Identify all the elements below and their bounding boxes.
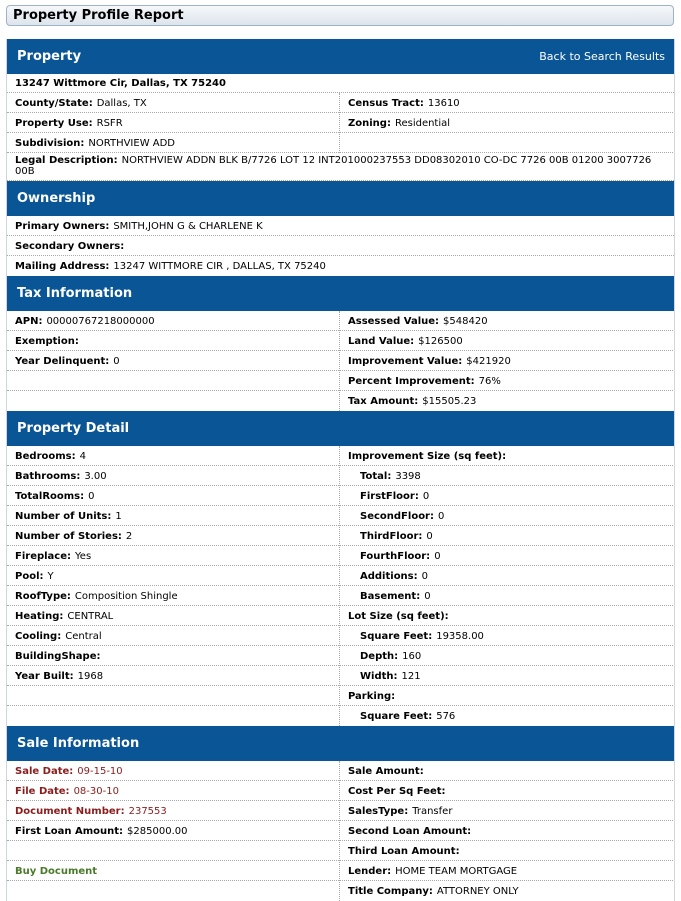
property-use-value: RSFR xyxy=(96,118,123,129)
detail-label: RoofType: xyxy=(15,591,71,602)
legal-description-row xyxy=(7,153,674,181)
zoning-value: Residential xyxy=(394,118,451,129)
tax-blank-row xyxy=(7,371,339,391)
title-company-value: ATTORNEY ONLY xyxy=(436,886,519,897)
property-address: 13247 Wittmore Cir, Dallas, TX 75240 xyxy=(15,78,226,89)
detail-label: Bedrooms: xyxy=(15,451,76,462)
detail-row-number-of-units xyxy=(7,506,339,526)
detail-row-number-of-stories xyxy=(7,526,339,546)
property-address-row xyxy=(7,74,674,93)
detail-value: CENTRAL xyxy=(67,611,114,622)
back-to-search-results-link[interactable]: Back to Search Results xyxy=(539,50,665,63)
census-tract-row xyxy=(340,93,673,113)
property-use-label: Property Use: xyxy=(15,118,93,129)
sale-date-row xyxy=(7,761,339,781)
detail-row-rooftype xyxy=(7,586,339,606)
subdivision-value: NORTHVIEW ADD xyxy=(88,138,176,149)
apn-label: APN: xyxy=(15,316,43,327)
first-loan-label: First Loan Amount: xyxy=(15,826,124,837)
mailing-address-row xyxy=(7,256,674,276)
subdivision-row xyxy=(7,133,339,153)
year-delinquent-label: Year Delinquent: xyxy=(15,356,110,367)
detail-row-totalrooms xyxy=(7,486,339,506)
detail-label: Basement: xyxy=(360,591,421,602)
assessed-value: $548420 xyxy=(443,316,488,327)
sales-type-value: Transfer xyxy=(412,806,453,817)
section-header-sale xyxy=(7,726,674,761)
year-delinquent-value: 0 xyxy=(113,356,120,367)
subdivision-label: Subdivision: xyxy=(15,138,85,149)
percent-improvement-label: Percent Improvement: xyxy=(348,376,475,387)
zoning-row xyxy=(340,113,673,133)
detail-row-total xyxy=(340,466,673,486)
detail-label: Number of Units: xyxy=(15,511,112,522)
detail-label: Number of Stories: xyxy=(15,531,122,542)
detail-row-depth xyxy=(340,646,673,666)
detail-row-basement xyxy=(340,586,673,606)
primary-owners-label: Primary Owners: xyxy=(15,221,110,232)
third-loan-row xyxy=(340,841,673,861)
file-date-row xyxy=(7,781,339,801)
lender-row xyxy=(340,861,673,881)
detail-label: Width: xyxy=(360,671,398,682)
detail-row-pool xyxy=(7,566,339,586)
detail-label: TotalRooms: xyxy=(15,491,85,502)
file-date-label: File Date: xyxy=(15,786,70,797)
document-number-row xyxy=(7,801,339,821)
apn-value: 00000767218000000 xyxy=(46,316,155,327)
detail-value: 0 xyxy=(438,511,445,522)
section-header-tax xyxy=(7,276,674,311)
detail-label: FourthFloor: xyxy=(360,551,431,562)
tax-grid xyxy=(7,311,674,411)
detail-row-bathrooms xyxy=(7,466,339,486)
detail-label: Pool: xyxy=(15,571,44,582)
sales-type-label: SalesType: xyxy=(348,806,409,817)
detail-row-bedrooms xyxy=(7,446,339,466)
detail-label: Heating: xyxy=(15,611,64,622)
sale-blank-row xyxy=(7,841,339,861)
detail-label: Additions: xyxy=(360,571,418,582)
detail-value: 0 xyxy=(434,551,441,562)
detail-value: 576 xyxy=(436,711,456,722)
section-title-sale: Sale Information xyxy=(17,736,140,751)
zoning-label: Zoning: xyxy=(348,118,391,129)
property-detail-grid xyxy=(7,446,674,726)
land-value-label: Land Value: xyxy=(348,336,415,347)
detail-value: 0 xyxy=(424,591,431,602)
detail-label: Fireplace: xyxy=(15,551,72,562)
detail-value: 3.00 xyxy=(84,471,107,482)
exemption-label: Exemption: xyxy=(15,336,79,347)
detail-value: 19358.00 xyxy=(436,631,484,642)
second-loan-row xyxy=(340,821,673,841)
detail-label: Square Feet: xyxy=(360,631,433,642)
property-grid xyxy=(7,93,674,153)
secondary-owners-row xyxy=(7,236,674,256)
detail-value: Yes xyxy=(75,551,92,562)
detail-value: 4 xyxy=(79,451,86,462)
first-loan-row xyxy=(7,821,339,841)
detail-value: 3398 xyxy=(395,471,421,482)
cost-per-sqft-row xyxy=(340,781,673,801)
legal-description-label: Legal Description: xyxy=(15,155,118,166)
detail-value: 0 xyxy=(422,491,430,502)
detail-row-square-feet xyxy=(340,706,673,726)
sale-grid xyxy=(7,761,674,901)
section-title-ownership: Ownership xyxy=(17,191,96,206)
detail-row-improvement-size-sq-feet xyxy=(340,446,673,466)
detail-label: Cooling: xyxy=(15,631,62,642)
detail-label: Year Built: xyxy=(15,671,74,682)
sale-amount-label: Sale Amount: xyxy=(348,766,424,777)
detail-row-parking xyxy=(340,686,673,706)
cost-per-sqft-label: Cost Per Sq Feet: xyxy=(348,786,446,797)
detail-value: 2 xyxy=(125,531,133,542)
detail-label: Square Feet: xyxy=(360,711,433,722)
tax-blank-row xyxy=(7,391,339,411)
detail-row-firstfloor xyxy=(340,486,673,506)
mailing-address-label: Mailing Address: xyxy=(15,261,110,272)
land-value-row xyxy=(340,331,673,351)
percent-improvement-row xyxy=(340,371,673,391)
detail-label: SecondFloor: xyxy=(360,511,434,522)
section-title-property: Property xyxy=(17,49,82,64)
assessed-value-row xyxy=(340,311,673,331)
mailing-address-value: 13247 WITTMORE CIR , DALLAS, TX 75240 xyxy=(113,261,326,272)
detail-right-column xyxy=(340,446,673,726)
document-number-value: 237553 xyxy=(128,806,167,817)
first-loan-value: $285000.00 xyxy=(127,826,188,837)
property-report xyxy=(6,39,675,901)
buy-document-link[interactable]: Buy Document xyxy=(15,866,98,877)
improvement-value-label: Improvement Value: xyxy=(348,356,463,367)
detail-value: Composition Shingle xyxy=(74,591,178,602)
detail-label: FirstFloor: xyxy=(360,491,419,502)
assessed-value-label: Assessed Value: xyxy=(348,316,440,327)
detail-row-fireplace xyxy=(7,546,339,566)
percent-improvement-value: 76% xyxy=(478,376,501,387)
property-blank-row xyxy=(340,133,673,153)
detail-blank-row xyxy=(7,686,339,706)
tax-amount-value: $15505.23 xyxy=(422,396,477,407)
detail-row-cooling xyxy=(7,626,339,646)
detail-label: Bathrooms: xyxy=(15,471,81,482)
detail-blank-row xyxy=(7,706,339,726)
detail-value: 0 xyxy=(88,491,95,502)
detail-row-thirdfloor xyxy=(340,526,673,546)
detail-label: Lot Size (sq feet): xyxy=(348,611,449,622)
report-title-bar xyxy=(6,5,674,26)
exemption-row xyxy=(7,331,339,351)
detail-row-buildingshape xyxy=(7,646,339,666)
detail-label: Parking: xyxy=(348,691,396,702)
county-state-label: County/State: xyxy=(15,98,93,109)
detail-row-year-built xyxy=(7,666,339,686)
third-loan-label: Third Loan Amount: xyxy=(348,846,460,857)
detail-row-additions xyxy=(340,566,673,586)
improvement-value-row xyxy=(340,351,673,371)
secondary-owners-label: Secondary Owners: xyxy=(15,241,125,252)
section-title-property-detail: Property Detail xyxy=(17,421,130,436)
county-state-row xyxy=(7,93,339,113)
sale-amount-row xyxy=(340,761,673,781)
section-header-property xyxy=(7,39,674,74)
county-state-value: Dallas, TX xyxy=(96,98,147,109)
file-date-value: 08-30-10 xyxy=(73,786,119,797)
title-company-row xyxy=(340,881,673,901)
detail-row-secondfloor xyxy=(340,506,673,526)
sale-blank-row xyxy=(7,881,339,901)
detail-value: 0 xyxy=(421,571,429,582)
buy-document-row xyxy=(7,861,339,881)
detail-row-lot-size-sq-feet xyxy=(340,606,673,626)
detail-value: Central xyxy=(65,631,102,642)
detail-value: 1968 xyxy=(77,671,104,682)
detail-value: Y xyxy=(47,571,54,582)
detail-row-square-feet xyxy=(340,626,673,646)
legal-description-value: NORTHVIEW ADDN BLK B/7726 LOT 12 INT201000237553 DD08302010 CO-DC 7726 00B 01200 3007726 00B xyxy=(15,155,652,177)
section-title-tax: Tax Information xyxy=(17,286,133,301)
tax-amount-row xyxy=(340,391,673,411)
detail-value: 160 xyxy=(402,651,422,662)
section-header-ownership xyxy=(7,181,674,216)
primary-owners-value: SMITH,JOHN G & CHARLENE K xyxy=(113,221,263,232)
detail-left-column xyxy=(7,446,340,726)
page-title: Property Profile Report xyxy=(13,8,184,23)
census-tract-value: 13610 xyxy=(427,98,460,109)
improvement-value: $421920 xyxy=(466,356,511,367)
section-header-property-detail xyxy=(7,411,674,446)
sales-type-row xyxy=(340,801,673,821)
year-delinquent-row xyxy=(7,351,339,371)
sale-date-value: 09-15-10 xyxy=(77,766,123,777)
primary-owners-row xyxy=(7,216,674,236)
detail-row-width xyxy=(340,666,673,686)
title-company-label: Title Company: xyxy=(348,886,433,897)
document-number-label: Document Number: xyxy=(15,806,125,817)
tax-amount-label: Tax Amount: xyxy=(348,396,419,407)
land-value: $126500 xyxy=(418,336,463,347)
detail-label: Depth: xyxy=(360,651,399,662)
detail-label: BuildingShape: xyxy=(15,651,101,662)
sale-date-label: Sale Date: xyxy=(15,766,74,777)
detail-row-fourthfloor xyxy=(340,546,673,566)
lender-value: HOME TEAM MORTGAGE xyxy=(395,866,518,877)
second-loan-label: Second Loan Amount: xyxy=(348,826,472,837)
census-tract-label: Census Tract: xyxy=(348,98,424,109)
apn-row xyxy=(7,311,339,331)
detail-row-heating xyxy=(7,606,339,626)
detail-value: 121 xyxy=(401,671,421,682)
lender-label: Lender: xyxy=(348,866,392,877)
property-use-row xyxy=(7,113,339,133)
detail-value: 1 xyxy=(115,511,122,522)
detail-label: ThirdFloor: xyxy=(360,531,423,542)
detail-label: Improvement Size (sq feet): xyxy=(348,451,507,462)
detail-label: Total: xyxy=(360,471,392,482)
detail-value: 0 xyxy=(426,531,433,542)
